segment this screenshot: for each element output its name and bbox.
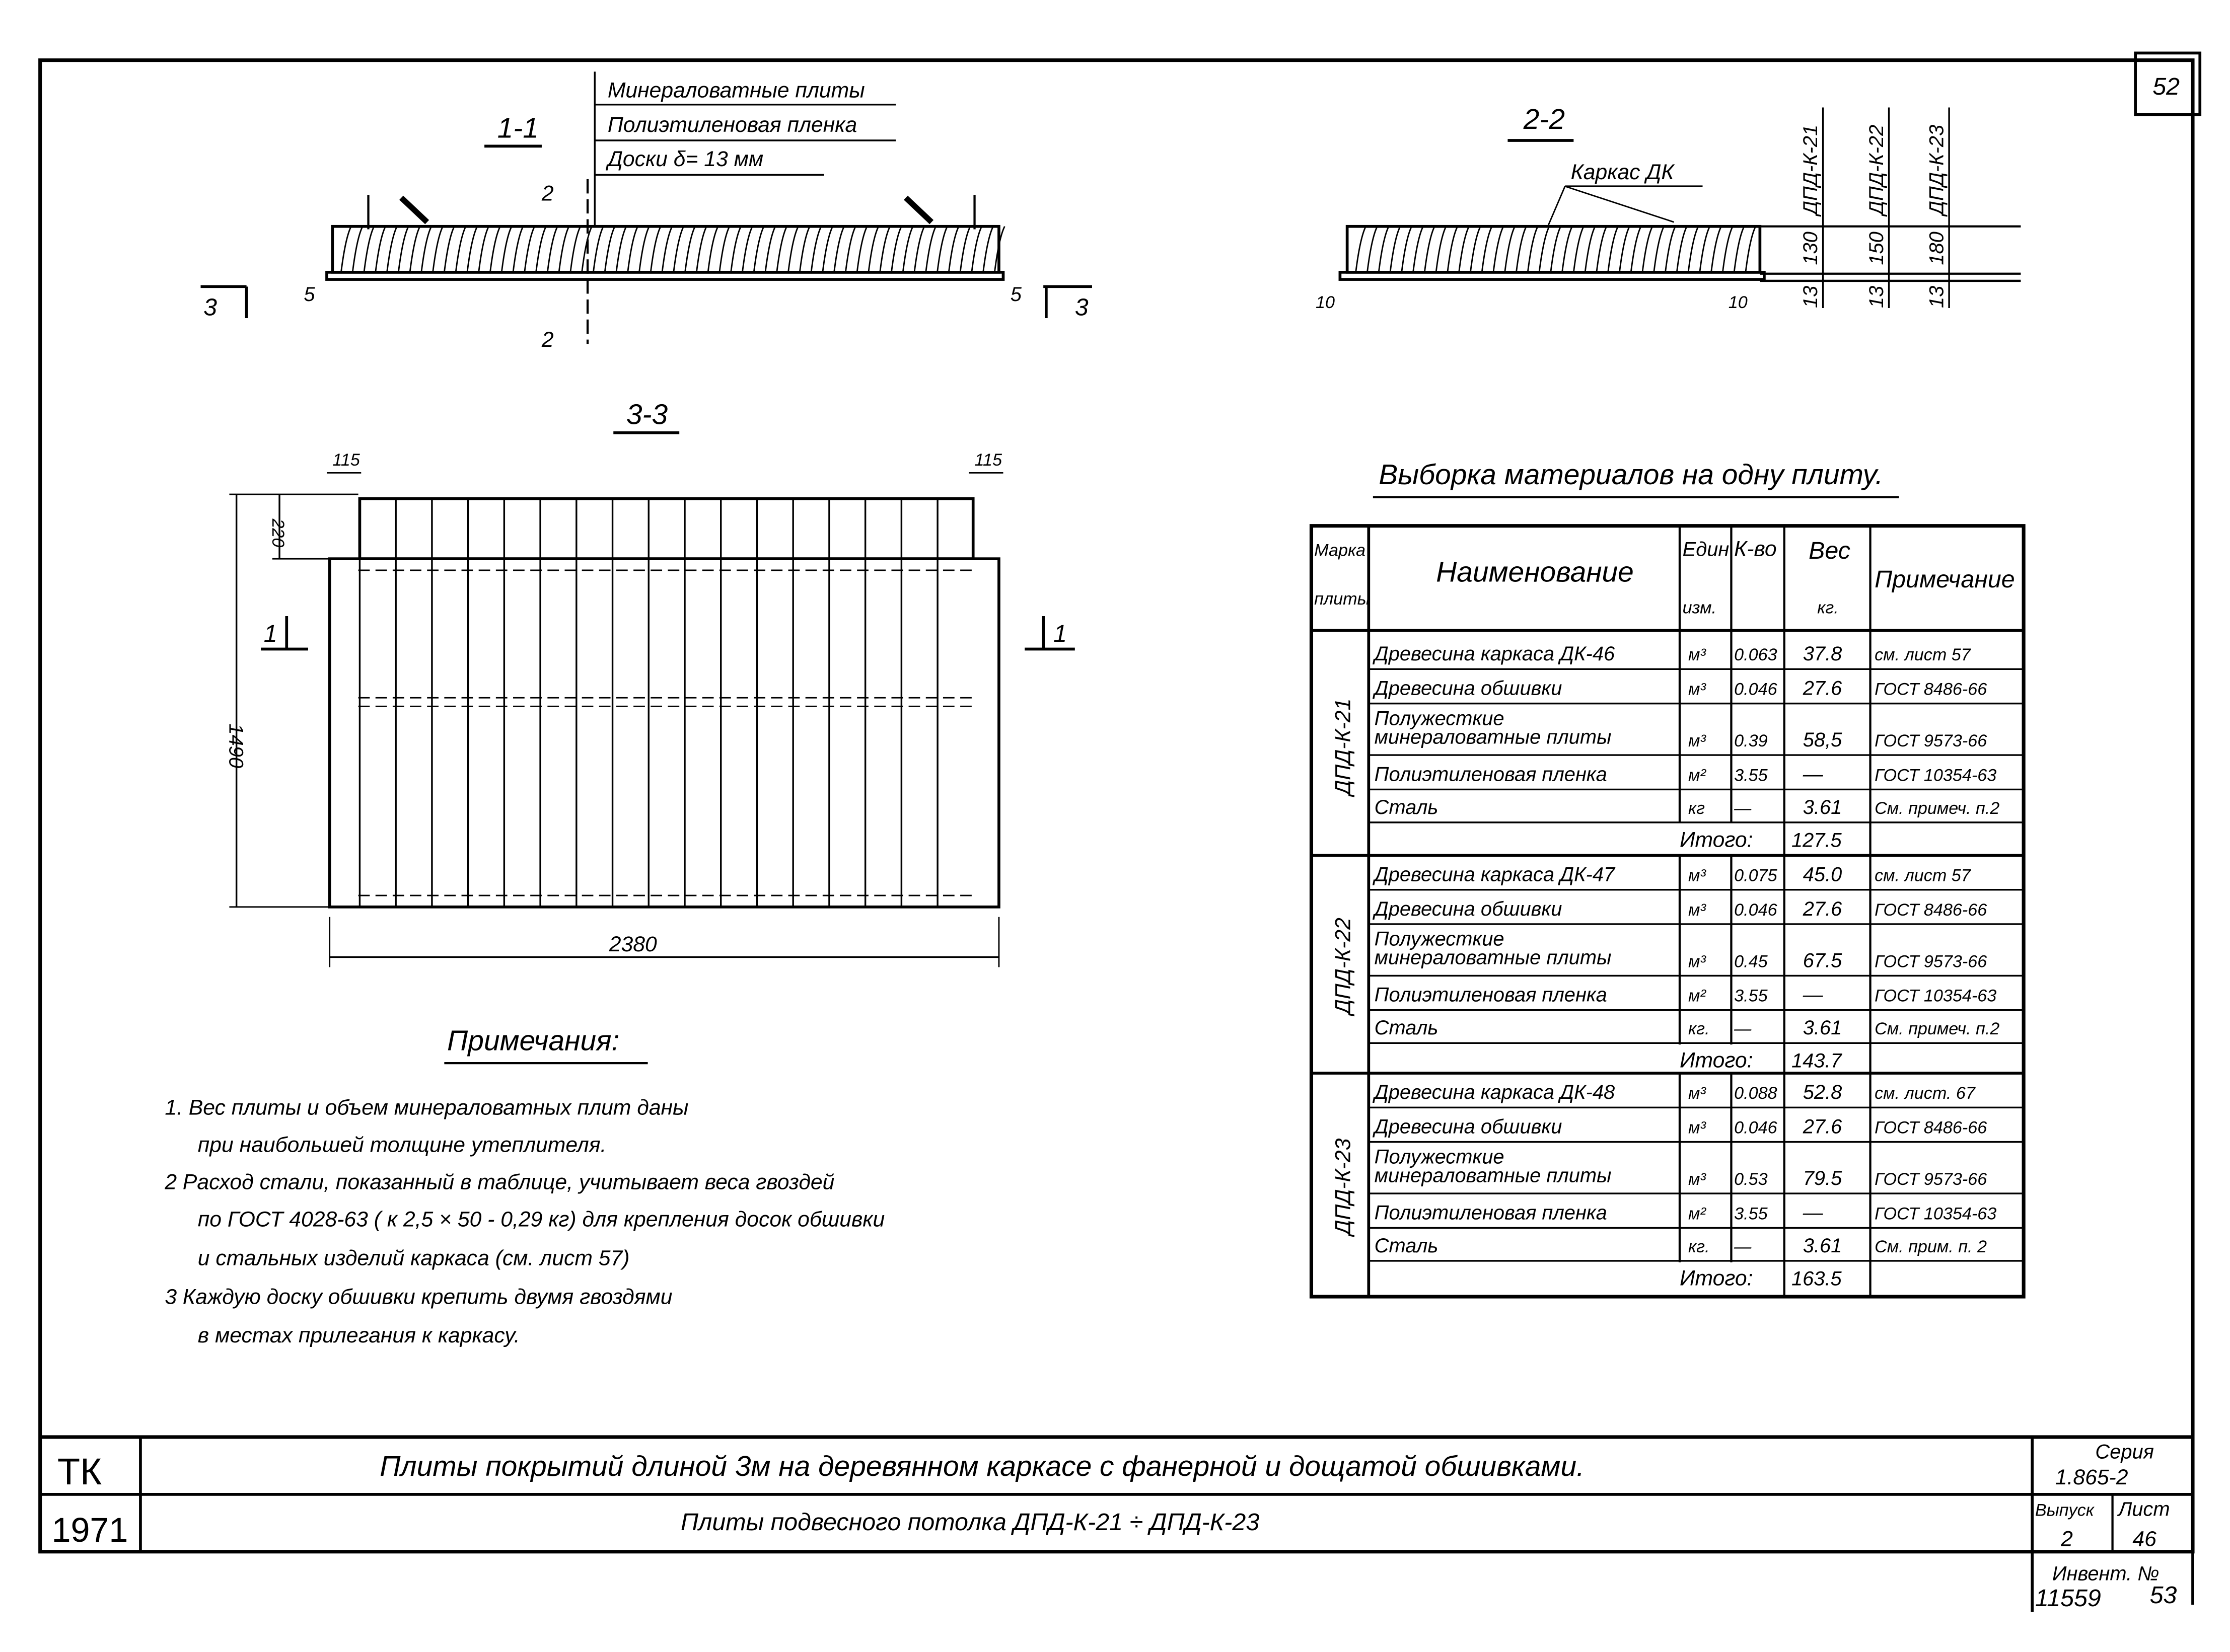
cell-qty: 3.55 <box>1734 1204 1768 1224</box>
hatch-stroke <box>605 227 615 272</box>
cell-unit: м³ <box>1688 900 1706 920</box>
dim-width-2380: 2380 <box>609 932 657 957</box>
hatch-stroke <box>1413 227 1423 272</box>
cell-name: Древесина каркаса ДК-47 <box>1374 863 1615 886</box>
section-2-2-title: 2-2 <box>1523 103 1565 136</box>
hatch-stroke <box>421 227 431 272</box>
hatch-stroke <box>983 227 993 272</box>
sheet-label: Лист <box>2118 1498 2170 1521</box>
variant-board: 13 <box>1925 285 1948 309</box>
hatch-stroke <box>1539 227 1549 272</box>
hatch-stroke <box>754 227 764 272</box>
cell-weight: 3.61 <box>1803 796 1842 818</box>
cell-note: см. лист 57 <box>1875 866 1971 885</box>
hatch-stroke <box>811 227 821 272</box>
hatch-stroke <box>398 227 408 272</box>
hatch-stroke <box>1585 227 1595 272</box>
note-line: в местах прилегания к каркасу. <box>197 1323 520 1348</box>
hatch-stroke <box>1700 227 1710 272</box>
materials-table <box>1311 459 2024 1297</box>
hatch-stroke <box>376 227 386 272</box>
section-1-1-title: 1-1 <box>497 112 539 144</box>
hatch-stroke <box>444 227 454 272</box>
hatch-stroke <box>525 227 535 272</box>
title-block <box>40 1437 2193 1612</box>
title-sub: Плиты подвесного потолка ДПД-К-21 ÷ ДПД-К-23 <box>681 1509 1260 1536</box>
hatch-stroke <box>1367 227 1377 272</box>
variant-mark: ДПД-К-22 <box>1865 124 1888 215</box>
hatch-stroke <box>628 227 638 272</box>
hatch-stroke <box>651 227 661 272</box>
cell-name: Древесина каркаса ДК-48 <box>1374 1081 1615 1104</box>
cell-name: Сталь <box>1374 796 1438 818</box>
hatch-stroke <box>1746 227 1756 272</box>
total-value: 163.5 <box>1791 1267 1842 1290</box>
table-row <box>1373 864 1972 886</box>
cell-note: См. примеч. п.2 <box>1875 798 2000 818</box>
notes <box>164 1024 885 1347</box>
cell-note: см. лист 57 <box>1875 645 1971 665</box>
cell-note: ГОСТ 9573-66 <box>1875 731 1987 751</box>
note-line: по ГОСТ 4028-63 ( к 2,5 × 50 - 0,29 кг) для крепления досок обшивки <box>197 1207 885 1232</box>
cell-weight: 27.6 <box>1803 897 1842 920</box>
table-title: Выборка материалов на одну плиту. <box>1379 459 1884 491</box>
hatch-stroke <box>1402 227 1412 272</box>
cell-unit: м³ <box>1688 731 1706 751</box>
hatch-stroke <box>869 227 879 272</box>
hatch-stroke <box>1722 227 1733 272</box>
plan-outline <box>330 559 999 907</box>
hatch-stroke <box>1734 227 1744 272</box>
cell-unit: м³ <box>1688 1170 1706 1189</box>
group-mark: ДПД-К-21 <box>1331 698 1355 795</box>
variant-board: 13 <box>1800 285 1822 309</box>
hatch-stroke <box>387 227 397 272</box>
group-mark: ДПД-К-22 <box>1331 918 1355 1015</box>
hatch-stroke <box>972 227 982 272</box>
hatch-stroke <box>674 227 684 272</box>
cell-note: ГОСТ 8486-66 <box>1875 900 1987 920</box>
hatch-stroke <box>834 227 844 272</box>
cell-note: ГОСТ 9573-66 <box>1875 1170 1987 1189</box>
cell-qty: — <box>1734 798 1752 818</box>
total-label: Итого: <box>1679 1266 1753 1291</box>
cut-2-bottom: 2 <box>541 327 554 352</box>
dim-offset-left: 115 <box>332 450 360 470</box>
hatch-stroke <box>536 227 546 272</box>
cell-weight: 3.61 <box>1803 1017 1842 1039</box>
cell-note: см. лист. 67 <box>1875 1084 1975 1103</box>
hatch-stroke <box>1666 227 1676 272</box>
header-unit: Един <box>1682 538 1730 561</box>
dim-offset-right: 115 <box>974 450 1002 470</box>
hatch-stroke <box>788 227 799 272</box>
hatch-stroke <box>1711 227 1721 272</box>
hatch-stroke <box>1390 227 1400 272</box>
hatch-stroke <box>467 227 477 272</box>
cell-weight: 52.8 <box>1803 1081 1842 1104</box>
total-label: Итого: <box>1679 828 1753 852</box>
hatch-stroke <box>456 227 466 272</box>
section-3-3-title: 3-3 <box>626 398 668 431</box>
sheet-number: 52 <box>2152 72 2180 100</box>
hatch-stroke <box>1562 227 1572 272</box>
hatch-stroke <box>479 227 489 272</box>
cell-note: ГОСТ 9573-66 <box>1875 952 1987 971</box>
hatch-stroke <box>547 227 557 272</box>
cell-name: Древесина обшивки <box>1374 677 1562 700</box>
hatch-stroke <box>857 227 867 272</box>
header-unit: изм. <box>1682 598 1717 618</box>
cell-unit: м³ <box>1688 680 1706 699</box>
hatch-stroke <box>1436 227 1446 272</box>
dim-10-left: 10 <box>1315 293 1335 313</box>
cell-qty: 3.55 <box>1734 986 1768 1006</box>
table-row <box>1375 1202 1997 1224</box>
note-line: 3 Каждую доску обшивки крепить двумя гвоздями <box>165 1285 673 1309</box>
cell-weight: — <box>1803 984 1823 1006</box>
hatch-stroke <box>914 227 924 272</box>
cell-name: Полиэтиленовая пленка <box>1374 1202 1607 1224</box>
cell-name: Полужесткие минераловатные плиты <box>1374 928 1612 969</box>
cell-weight: 79.5 <box>1803 1167 1842 1190</box>
cell-qty: — <box>1734 1019 1752 1039</box>
cell-name: Древесина обшивки <box>1374 897 1562 920</box>
cell-name: Древесина обшивки <box>1374 1115 1562 1138</box>
hatch-stroke <box>926 227 936 272</box>
cell-weight: — <box>1803 763 1823 786</box>
inventory-value: 11559 <box>2035 1584 2101 1612</box>
cell-weight: 58,5 <box>1803 729 1842 752</box>
notes-title: Примечания: <box>447 1024 620 1057</box>
variant-col-3 <box>1926 108 1949 308</box>
hatch-stroke <box>708 227 718 272</box>
variant-col-2 <box>1865 108 1889 308</box>
cut-1-left: 1 <box>263 620 277 648</box>
cell-name: Полиэтиленовая пленка <box>1374 763 1607 786</box>
table-group <box>1311 1073 2024 1290</box>
hatch-stroke <box>410 227 420 272</box>
cell-weight: 67.5 <box>1803 949 1842 972</box>
cell-qty: — <box>1734 1237 1752 1256</box>
dim-5-left: 5 <box>304 283 315 306</box>
year: 1971 <box>51 1511 128 1549</box>
variant-height: 130 <box>1800 232 1822 265</box>
hatch-stroke <box>1448 227 1458 272</box>
cell-unit: м³ <box>1688 1118 1706 1138</box>
hatch-stroke <box>616 227 626 272</box>
series-label: Серия <box>2095 1441 2154 1463</box>
cell-unit: м² <box>1688 986 1706 1006</box>
sheet-value: 46 <box>2132 1527 2156 1551</box>
cell-weight: 27.6 <box>1803 1115 1842 1138</box>
hatch-stroke <box>1505 227 1515 272</box>
header-mark: Марка <box>1314 541 1366 560</box>
hatch-stroke <box>1654 227 1664 272</box>
cell-name: Сталь <box>1374 1234 1438 1257</box>
variant-mark: ДПД-К-23 <box>1925 124 1948 215</box>
cell-note: ГОСТ 10354-63 <box>1875 766 1997 785</box>
cut-3-right: 3 <box>1074 293 1089 321</box>
hatch-stroke <box>501 227 512 272</box>
header-weight: Вес <box>1809 537 1850 565</box>
hatch-stroke <box>559 227 569 272</box>
panel-boards <box>327 272 1003 279</box>
hatch-stroke <box>341 227 351 272</box>
hatch-stroke <box>1677 227 1687 272</box>
cell-weight: 3.61 <box>1803 1234 1842 1257</box>
cell-unit: м² <box>1688 1204 1706 1224</box>
hatch-stroke <box>845 227 855 272</box>
cut-2-top: 2 <box>541 181 554 206</box>
hatch-stroke <box>570 227 581 272</box>
hatch-stroke <box>1516 227 1526 272</box>
cell-name: Полужесткие минераловатные плиты <box>1374 707 1612 748</box>
cell-qty: 0.046 <box>1734 680 1777 699</box>
hatch-stroke <box>1608 227 1618 272</box>
section-1-1 <box>200 71 1092 352</box>
issue-label: Выпуск <box>2035 1500 2094 1520</box>
hatch-stroke <box>938 227 948 272</box>
callout-boards: Доски δ= 13 мм <box>607 147 764 172</box>
hatch-stroke <box>1597 227 1607 272</box>
hatch-stroke <box>1482 227 1492 272</box>
cell-unit: кг <box>1688 798 1705 818</box>
cell-unit: м² <box>1688 766 1706 785</box>
cell-note: ГОСТ 8486-66 <box>1875 1118 1987 1138</box>
cell-qty: 0.046 <box>1734 1118 1777 1138</box>
note-line: 2 Расход стали, показанный в таблице, учитывает веса гвоздей <box>165 1170 835 1194</box>
hatch-stroke <box>352 227 363 272</box>
variant-board: 13 <box>1865 285 1888 309</box>
insulation-hatch-2-2 <box>1356 227 1756 272</box>
variant-col-1 <box>1800 108 1823 308</box>
cell-weight: 37.8 <box>1803 643 1842 665</box>
hatch-stroke <box>1528 227 1538 272</box>
header-note: Примечание <box>1875 566 2015 593</box>
cell-weight: 27.6 <box>1803 677 1842 700</box>
cut-1-right: 1 <box>1053 620 1067 648</box>
hatch-stroke <box>364 227 374 272</box>
hatch-stroke <box>1493 227 1503 272</box>
hatch-stroke <box>891 227 901 272</box>
hatch-stroke <box>513 227 523 272</box>
cell-name: Полиэтиленовая пленка <box>1374 984 1607 1006</box>
cut-3-left: 3 <box>203 293 218 321</box>
cell-unit: м³ <box>1688 1084 1706 1103</box>
hatch-stroke <box>1631 227 1641 272</box>
hatch-stroke <box>1424 227 1434 272</box>
hatch-stroke <box>593 227 603 272</box>
cell-note: ГОСТ 10354-63 <box>1875 1204 1997 1224</box>
insulation-hatch <box>341 227 1004 272</box>
table-group <box>1331 643 2024 852</box>
hatch-stroke <box>1642 227 1652 272</box>
hatch-stroke <box>960 227 970 272</box>
hatch-stroke <box>949 227 959 272</box>
callout-polyethylene: Полиэтиленовая пленка <box>607 112 857 137</box>
dim-10-right: 10 <box>1728 293 1748 313</box>
cell-name: Древесина каркаса ДК-46 <box>1374 643 1615 665</box>
hatch-stroke <box>685 227 695 272</box>
total-label: Итого: <box>1679 1048 1753 1073</box>
header-name: Наименование <box>1436 556 1634 588</box>
cell-unit: кг. <box>1688 1019 1710 1039</box>
cell-unit: м³ <box>1688 952 1706 971</box>
cell-qty: 0.088 <box>1734 1084 1777 1103</box>
hatch-stroke <box>823 227 833 272</box>
note-line: при наибольшей толщине утеплителя. <box>197 1133 607 1157</box>
series-value: 1.865-2 <box>2055 1465 2128 1489</box>
hatch-stroke <box>742 227 752 272</box>
table-row <box>1375 984 1997 1006</box>
hatch-stroke <box>777 227 787 272</box>
callout-frame: Каркас ДК <box>1570 160 1674 184</box>
total-value: 143.7 <box>1791 1049 1842 1072</box>
cell-unit: кг. <box>1688 1237 1710 1256</box>
hatch-stroke <box>1688 227 1698 272</box>
callout-mineral-wool: Минераловатные плиты <box>607 78 865 103</box>
issue-value: 2 <box>2061 1527 2073 1551</box>
table-row <box>1375 763 1997 785</box>
hatch-stroke <box>639 227 649 272</box>
hatch-stroke <box>731 227 741 272</box>
cell-note: ГОСТ 10354-63 <box>1875 986 1997 1006</box>
table-row <box>1375 796 2000 818</box>
cell-name: Полужесткие минераловатные плиты <box>1374 1146 1612 1187</box>
cell-note: ГОСТ 8486-66 <box>1875 680 1987 699</box>
hatch-stroke <box>765 227 775 272</box>
hatch-stroke <box>1551 227 1561 272</box>
section-2-2 <box>1316 103 2021 312</box>
cell-qty: 0.063 <box>1734 645 1777 665</box>
cell-qty: 0.046 <box>1734 900 1777 920</box>
org-code: ТК <box>57 1450 102 1492</box>
cell-qty: 3.55 <box>1734 766 1768 785</box>
hatch-stroke <box>1459 227 1469 272</box>
hatch-stroke <box>1573 227 1584 272</box>
dim-height-1490: 1490 <box>225 723 247 769</box>
cell-qty: 0.53 <box>1734 1170 1768 1189</box>
variant-mark: ДПД-К-21 <box>1800 124 1822 215</box>
cell-qty: 0.075 <box>1734 866 1777 885</box>
cell-unit: м³ <box>1688 645 1706 665</box>
hatch-stroke <box>490 227 500 272</box>
hatch-stroke <box>1470 227 1480 272</box>
hatch-stroke <box>696 227 706 272</box>
variant-height: 180 <box>1925 232 1948 265</box>
cell-qty: 0.45 <box>1734 952 1768 971</box>
hatch-stroke <box>1356 227 1366 272</box>
variant-height: 150 <box>1865 232 1888 265</box>
cell-weight: — <box>1803 1202 1823 1224</box>
section-3-3 <box>225 399 1074 967</box>
cell-unit: м³ <box>1688 866 1706 885</box>
header-weight: кг. <box>1817 598 1839 618</box>
dim-top-220: 220 <box>268 518 287 548</box>
cell-note: См. примеч. п.2 <box>1875 1019 2000 1039</box>
inventory-label: Инвент. № <box>2052 1562 2160 1585</box>
note-line: и стальных изделий каркаса (см. лист 57) <box>197 1246 630 1270</box>
hatch-stroke <box>433 227 443 272</box>
hatch-stroke <box>880 227 890 272</box>
hatch-stroke <box>800 227 810 272</box>
cell-note: См. прим. п. 2 <box>1875 1237 1987 1256</box>
table-group <box>1311 855 2024 1072</box>
hatch-stroke <box>720 227 730 272</box>
cell-name: Сталь <box>1374 1017 1438 1039</box>
cell-qty: 0.39 <box>1734 731 1768 751</box>
table-row <box>1373 643 1972 665</box>
cell-weight: 45.0 <box>1803 863 1842 886</box>
table-body <box>1311 643 2024 1290</box>
dim-5-right: 5 <box>1010 283 1022 306</box>
header-mark: плиты <box>1314 589 1370 609</box>
table-row <box>1373 1081 1976 1103</box>
hatch-stroke <box>1379 227 1389 272</box>
note-line: 1. Вес плиты и объем минераловатных плит даны <box>165 1095 689 1120</box>
hatch-stroke <box>662 227 672 272</box>
hatch-stroke <box>903 227 913 272</box>
total-value: 127.5 <box>1791 829 1842 852</box>
title-main: Плиты покрытий длиной 3м на деревянном каркасе с фанерной и дощатой обшивками. <box>380 1450 1585 1482</box>
group-mark: ДПД-К-23 <box>1331 1138 1355 1235</box>
hatch-stroke <box>1619 227 1629 272</box>
header-qty: К-во <box>1734 537 1777 561</box>
inventory-extra: 53 <box>2149 1582 2177 1609</box>
table-row <box>1375 1017 2000 1039</box>
